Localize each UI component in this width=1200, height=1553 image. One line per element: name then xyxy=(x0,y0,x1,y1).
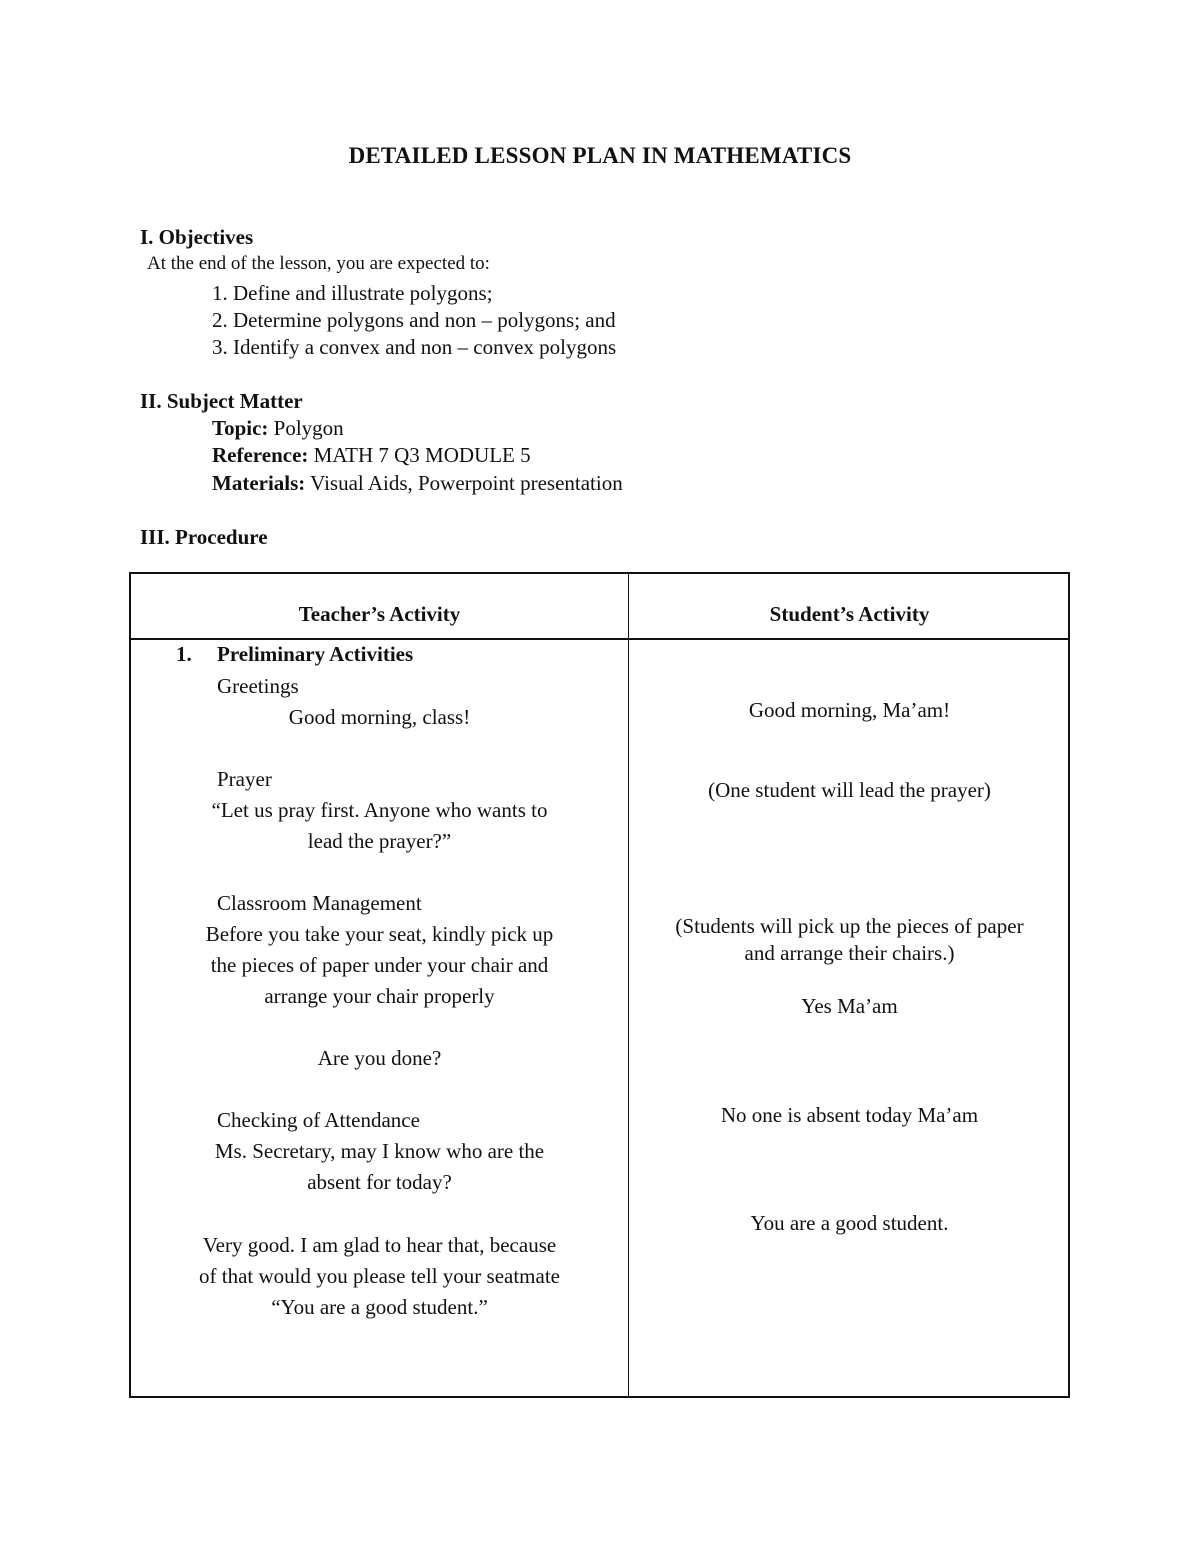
teacher-done-line: Are you done? xyxy=(317,1046,442,1070)
teacher-attendance-line-1: Ms. Secretary, may I know who are the xyxy=(214,1139,545,1163)
student-attendance: No one is absent today Ma’am xyxy=(720,1103,979,1127)
student-greetings: Good morning, Ma’am! xyxy=(748,698,951,722)
reference-label: Reference: xyxy=(212,443,309,467)
teacher-classroom-line-2: the pieces of paper under your chair and xyxy=(210,953,549,977)
section-number: 1. xyxy=(176,642,192,666)
topic-value: Polygon xyxy=(273,416,344,440)
prayer-label: Prayer xyxy=(217,767,272,791)
teacher-prayer-line-1: “Let us pray first. Anyone who wants to xyxy=(211,798,548,822)
materials-line xyxy=(212,471,623,496)
materials-value: Visual Aids, Powerpoint presentation xyxy=(310,471,623,495)
header-divider xyxy=(131,638,1068,640)
teacher-good-line-2: of that would you please tell your seatmate xyxy=(199,1264,560,1288)
section-title: Preliminary Activities xyxy=(217,642,414,666)
objective-item-3: 3. Identify a convex and non – convex polygons xyxy=(212,335,617,359)
objective-item-1: 1. Define and illustrate polygons; xyxy=(212,281,493,305)
topic-line xyxy=(212,416,344,441)
objectives-heading: I. Objectives xyxy=(140,225,254,249)
teacher-good-line-1: Very good. I am glad to hear that, because xyxy=(202,1233,557,1257)
procedure-table xyxy=(129,572,1070,1398)
teacher-classroom-line-3: arrange your chair properly xyxy=(264,984,495,1008)
student-good: You are a good student. xyxy=(750,1211,949,1235)
student-classroom-line-2: and arrange their chairs.) xyxy=(744,941,955,965)
reference-line xyxy=(212,443,531,468)
teacher-activity-header: Teacher’s Activity xyxy=(298,602,461,626)
teacher-greetings-line: Good morning, class! xyxy=(288,705,471,729)
teacher-good-line-3: “You are a good student.” xyxy=(271,1295,488,1319)
student-activity-header: Student’s Activity xyxy=(769,602,930,626)
teacher-prayer-line-2: lead the prayer?” xyxy=(307,829,452,853)
objective-item-2: 2. Determine polygons and non – polygons; and xyxy=(212,308,616,332)
objectives-intro: At the end of the lesson, you are expected to: xyxy=(147,253,490,274)
procedure-heading: III. Procedure xyxy=(140,525,268,549)
teacher-attendance-line-2: absent for today? xyxy=(307,1170,452,1194)
materials-label: Materials: xyxy=(212,471,306,495)
subject-matter-heading: II. Subject Matter xyxy=(140,389,303,413)
student-done: Yes Ma’am xyxy=(801,994,898,1018)
teacher-classroom-line-1: Before you take your seat, kindly pick up xyxy=(205,922,554,946)
classroom-management-label: Classroom Management xyxy=(217,891,422,915)
greetings-label: Greetings xyxy=(217,674,299,698)
student-prayer: (One student will lead the prayer) xyxy=(708,778,991,802)
reference-value: MATH 7 Q3 MODULE 5 xyxy=(313,443,531,467)
page-title: DETAILED LESSON PLAN IN MATHEMATICS xyxy=(348,143,852,168)
topic-label: Topic: xyxy=(212,416,269,440)
student-classroom-line-1: (Students will pick up the pieces of paper xyxy=(675,914,1024,938)
attendance-label: Checking of Attendance xyxy=(217,1108,420,1132)
